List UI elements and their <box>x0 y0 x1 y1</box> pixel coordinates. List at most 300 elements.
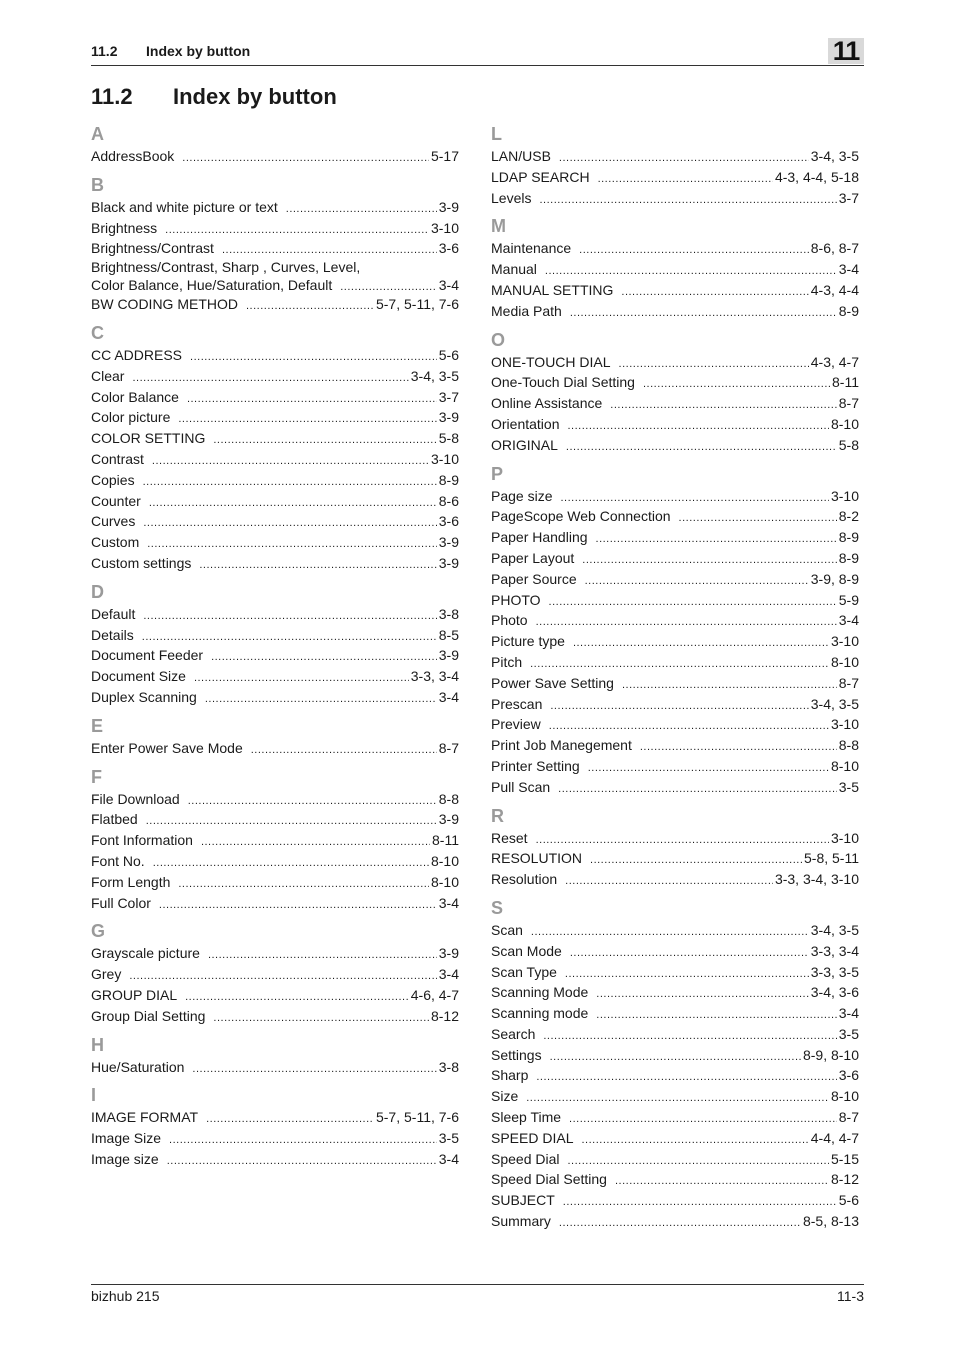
index-entry-pages: 3-10 <box>830 829 859 846</box>
index-entry-term: Form Length <box>91 873 171 890</box>
index-entry <box>491 1149 859 1170</box>
index-entry-pages: 8-6, 8-7 <box>810 240 859 257</box>
index-entry-term: SPEED DIAL <box>491 1129 574 1146</box>
index-entry-term: Duplex Scanning <box>91 688 197 705</box>
dot-leader <box>590 850 802 871</box>
index-letter-heading: G <box>91 921 106 942</box>
index-entry <box>491 527 859 548</box>
index-entry-term: Picture type <box>491 633 565 650</box>
index-entry-pages: 3-10 <box>830 487 859 504</box>
dot-leader <box>147 534 437 555</box>
index-entry-pages: 3-9 <box>438 811 459 828</box>
index-entry <box>491 1086 859 1107</box>
index-entry <box>91 449 459 470</box>
index-entry-term: Color picture <box>91 409 171 426</box>
index-entry-term: Pull Scan <box>491 778 551 795</box>
dot-leader <box>208 945 437 966</box>
index-entry <box>91 851 459 872</box>
index-entry-pages: 5-6 <box>438 346 459 363</box>
index-entry-term: Settings <box>491 1046 542 1063</box>
index-entry-term: Reset <box>491 829 528 846</box>
index-entry-term: Scan Type <box>491 963 557 980</box>
index-entry <box>491 590 859 611</box>
index-letter-heading: H <box>91 1034 104 1055</box>
dot-leader <box>152 451 429 472</box>
dot-leader <box>182 148 429 169</box>
index-entry-term: Scan <box>491 921 523 938</box>
dot-leader <box>596 529 837 550</box>
index-entry <box>491 1169 859 1190</box>
dot-leader <box>531 922 809 943</box>
index-entry-pages: 8-2 <box>838 508 859 525</box>
index-entry <box>491 393 859 414</box>
index-entry-pages: 8-9, 8-10 <box>802 1046 859 1063</box>
footer-model-name: bizhub 215 <box>91 1288 160 1304</box>
index-entry-pages: 4-6, 4-7 <box>410 986 459 1003</box>
index-entry <box>491 167 859 188</box>
index-entry-term: Preview <box>491 716 541 733</box>
index-entry-pages: 3-9 <box>438 409 459 426</box>
dot-leader <box>563 1192 837 1213</box>
dot-leader <box>246 296 374 317</box>
index-entry-pages: 8-10 <box>430 852 459 869</box>
index-entry-pages: 5-8, 5-11 <box>804 850 859 867</box>
index-entry <box>491 694 859 715</box>
dot-leader <box>640 737 837 758</box>
index-entry-pages: 8-9 <box>838 529 859 546</box>
index-entry-term: ORIGINAL <box>491 436 558 453</box>
index-entry <box>491 962 859 983</box>
index-entry-pages: 3-4 <box>438 894 459 911</box>
index-entry <box>491 982 859 1003</box>
index-entry-pages: 3-7 <box>438 388 459 405</box>
index-entry-term: PageScope Web Connection <box>491 508 671 525</box>
index-entry-term: Contrast <box>91 450 144 467</box>
index-entry-term: Photo <box>491 612 528 629</box>
index-entry <box>491 1045 859 1066</box>
index-entry-pages: 3-4 <box>438 277 459 294</box>
index-entry <box>91 532 459 553</box>
dot-leader <box>192 1059 436 1080</box>
dot-leader <box>596 1005 836 1026</box>
index-entry-pages: 5-6 <box>838 1192 859 1209</box>
index-entry <box>491 188 859 209</box>
index-entry-pages: 8-8 <box>838 737 859 754</box>
index-entry <box>91 366 459 387</box>
dot-leader <box>550 1047 801 1068</box>
dot-leader <box>536 830 829 851</box>
index-entry <box>91 511 459 532</box>
index-entry-pages: 3-4 <box>438 1150 459 1167</box>
index-entry-term: Default <box>91 605 136 622</box>
dot-leader <box>213 430 436 451</box>
dot-leader <box>559 148 809 169</box>
header-section-title: Index by button <box>146 43 251 59</box>
running-header <box>91 36 864 66</box>
index-entry-term-line: Brightness/Contrast, Sharp , Curves, Level, <box>91 259 361 276</box>
index-entry <box>91 666 459 687</box>
index-entry <box>91 146 459 167</box>
dot-leader <box>559 1213 801 1234</box>
index-entry-pages: 8-10 <box>430 873 459 890</box>
index-entry-term: One-Touch Dial Setting <box>491 374 635 391</box>
index-entry-term: Size <box>491 1088 519 1105</box>
index-entry-term: MANUAL SETTING <box>491 281 614 298</box>
index-entry <box>91 964 459 985</box>
index-entry-pages: 8-11 <box>832 374 859 391</box>
index-entry <box>491 486 859 507</box>
index-entry <box>491 280 859 301</box>
dot-leader <box>205 689 437 710</box>
index-entry <box>91 387 459 408</box>
dot-leader <box>570 303 837 324</box>
dot-leader <box>543 1026 836 1047</box>
page-title-number: 11.2 <box>91 84 133 109</box>
index-entry-term: Orientation <box>491 415 560 432</box>
index-entry <box>491 1211 859 1232</box>
index-entry-term: Hue/Saturation <box>91 1058 185 1075</box>
index-entry <box>91 943 459 964</box>
index-entry-pages: 8-12 <box>830 1171 859 1188</box>
index-entry-pages: 3-9 <box>438 534 459 551</box>
index-entry-term: Printer Setting <box>491 757 580 774</box>
index-entry-term: Resolution <box>491 871 558 888</box>
index-entry <box>91 470 459 491</box>
index-entry-term: Scan Mode <box>491 942 562 959</box>
index-entry <box>91 809 459 830</box>
index-entry <box>491 301 859 322</box>
page-footer <box>91 1284 864 1304</box>
dot-leader <box>530 654 829 675</box>
index-entry-term: CC ADDRESS <box>91 346 183 363</box>
dot-leader <box>146 811 437 832</box>
index-entry <box>91 407 459 428</box>
index-entry-term: Details <box>91 626 134 643</box>
index-entry-pages: 3-4, 3-5 <box>810 695 859 712</box>
index-entry-term: Image Size <box>91 1130 162 1147</box>
index-entry-pages: 4-3, 4-4 <box>810 281 859 298</box>
index-entry-term: Custom settings <box>91 554 192 571</box>
index-entry-pages: 3-4 <box>438 966 459 983</box>
index-entry <box>491 1128 859 1149</box>
index-entry <box>491 352 859 373</box>
index-entry <box>91 553 459 574</box>
dot-leader <box>567 416 828 437</box>
index-entry-pages: 5-8 <box>838 436 859 453</box>
index-entry-pages: 3-3, 3-5 <box>810 963 859 980</box>
index-letter-heading: R <box>491 805 504 826</box>
dot-leader <box>286 199 437 220</box>
index-entry-pages: 8-11 <box>432 832 459 849</box>
index-entry-pages: 3-10 <box>830 716 859 733</box>
index-entry-term: Brightness <box>91 219 158 236</box>
dot-leader <box>621 282 808 303</box>
index-entry <box>491 652 859 673</box>
index-entry-pages: 3-9 <box>438 554 459 571</box>
footer-page-number: 11-3 <box>837 1288 864 1304</box>
index-entry-pages: 3-8 <box>438 1058 459 1075</box>
index-letter-heading: E <box>91 715 104 736</box>
dot-leader <box>581 1130 808 1151</box>
dot-leader <box>566 437 837 458</box>
index-entry-term: ONE-TOUCH DIAL <box>491 353 611 370</box>
index-entry-pages: 8-7 <box>838 674 859 691</box>
dot-leader <box>560 488 828 509</box>
index-entry-pages: 8-9 <box>838 302 859 319</box>
dot-leader <box>545 261 837 282</box>
index-entry-pages: 8-12 <box>430 1007 459 1024</box>
dot-leader <box>579 240 809 261</box>
dot-leader <box>619 354 809 375</box>
index-entry-term: BW CODING METHOD <box>91 296 238 313</box>
index-entry <box>91 238 459 259</box>
dot-leader <box>569 1109 837 1130</box>
index-entry-term: Sharp <box>491 1067 529 1084</box>
dot-leader <box>143 472 437 493</box>
index-entry-term: LAN/USB <box>491 148 551 164</box>
dot-leader <box>539 190 836 211</box>
index-entry <box>91 1149 459 1170</box>
index-entry <box>91 276 459 294</box>
index-entry-term: Page size <box>491 487 553 504</box>
index-letter-heading: S <box>491 897 504 918</box>
index-entry-pages: 3-8 <box>438 605 459 622</box>
index-entry <box>491 828 859 849</box>
index-entry-pages: 3-9 <box>438 945 459 962</box>
index-entry-pages: 3-4 <box>838 261 859 278</box>
index-entry-pages: 8-9 <box>838 549 859 566</box>
index-entry <box>91 1057 459 1078</box>
index-entry-pages: 4-4, 4-7 <box>810 1129 859 1146</box>
index-entry-pages: 3-7 <box>838 189 859 206</box>
index-entry-pages: 8-7 <box>838 395 859 412</box>
index-entry-term: Prescan <box>491 695 543 712</box>
index-entry-term: AddressBook <box>91 148 175 164</box>
index-entry <box>91 872 459 893</box>
dot-leader <box>615 1171 829 1192</box>
index-entry-pages: 3-10 <box>830 633 859 650</box>
index-entry <box>91 197 459 218</box>
index-entry-term: Speed Dial <box>491 1150 560 1167</box>
index-entry <box>491 735 859 756</box>
dot-leader <box>549 716 829 737</box>
index-entry-term: Copies <box>91 471 135 488</box>
dot-leader <box>143 513 436 534</box>
index-entry-term: Media Path <box>491 302 562 319</box>
index-entry-term: Print Job Manegement <box>491 737 632 754</box>
index-entry-term: LDAP SEARCH <box>491 168 590 185</box>
index-entry-pages: 8-10 <box>830 653 859 670</box>
index-entry <box>491 435 859 456</box>
dot-leader <box>165 220 429 241</box>
dot-leader <box>185 987 409 1008</box>
index-entry-term: Document Feeder <box>91 647 204 664</box>
header-section-number: 11.2 <box>91 43 118 59</box>
index-entry-term: Paper Layout <box>491 549 575 566</box>
index-entry-pages: 3-4 <box>838 612 859 629</box>
index-entry-pages: 4-3, 4-4, 5-18 <box>774 168 859 185</box>
index-entry <box>91 645 459 666</box>
index-entry-term: Image size <box>91 1150 159 1167</box>
index-entry <box>491 920 859 941</box>
index-entry-term: Color Balance, Hue/Saturation, Default <box>91 277 333 294</box>
index-entry-pages: 8-8 <box>438 790 459 807</box>
index-entry-term: GROUP DIAL <box>91 986 178 1003</box>
dot-leader <box>565 964 809 985</box>
dot-leader <box>199 555 436 576</box>
index-entry-pages: 3-6 <box>838 1067 859 1084</box>
index-entry-term: File Download <box>91 790 180 807</box>
index-entry-term: Font Information <box>91 832 193 849</box>
index-entry-term: RESOLUTION <box>491 850 583 867</box>
dot-leader <box>251 740 437 761</box>
index-entry-term: Curves <box>91 513 136 530</box>
index-entry-term: Enter Power Save Mode <box>91 739 243 756</box>
index-entry-term: Custom <box>91 534 140 551</box>
index-entry <box>491 1065 859 1086</box>
index-entry-pages: 3-4 <box>838 1005 859 1022</box>
dot-leader <box>187 389 437 410</box>
index-entry <box>491 414 859 435</box>
index-entry <box>91 218 459 239</box>
index-column-right <box>491 122 859 1232</box>
index-entry <box>91 830 459 851</box>
dot-leader <box>573 633 829 654</box>
dot-leader <box>143 606 436 627</box>
index-entry-term: SUBJECT <box>491 1192 555 1209</box>
index-entry <box>91 625 459 646</box>
index-entry-term: Clear <box>91 367 125 384</box>
index-entry-pages: 3-4, 3-6 <box>810 984 859 1001</box>
index-entry <box>91 687 459 708</box>
dot-leader <box>643 374 830 395</box>
page-title <box>91 84 337 110</box>
index-entry-term: Manual <box>491 261 537 278</box>
dot-leader <box>167 1151 437 1172</box>
index-entry <box>491 714 859 735</box>
dot-leader <box>536 1067 836 1088</box>
dot-leader <box>169 1130 437 1151</box>
index-entry-pages: 5-7, 5-11, 7-6 <box>375 1109 459 1126</box>
dot-leader <box>188 791 437 812</box>
index-entry <box>491 631 859 652</box>
index-entry-pages: 5-9 <box>838 591 859 608</box>
index-entry-pages: 3-3, 3-4 <box>810 942 859 959</box>
index-letter-heading: F <box>91 766 102 787</box>
index-entry-pages: 8-5 <box>438 626 459 643</box>
index-entry-pages: 3-4 <box>438 688 459 705</box>
index-entry <box>491 869 859 890</box>
dot-leader <box>222 240 437 261</box>
dot-leader <box>585 571 809 592</box>
index-letter-heading: M <box>491 216 506 237</box>
index-entry <box>91 428 459 449</box>
dot-leader <box>596 984 808 1005</box>
index-entry-term: Scanning mode <box>491 1005 589 1022</box>
index-entry <box>91 294 459 315</box>
index-entry <box>491 569 859 590</box>
dot-leader <box>132 368 408 389</box>
index-entry-term: Group Dial Setting <box>91 1007 206 1024</box>
chapter-number-tab: 11 <box>828 38 864 64</box>
index-entry-pages: 8-10 <box>830 757 859 774</box>
index-entry-pages: 3-10 <box>430 219 459 236</box>
index-entry-term: Font No. <box>91 852 145 869</box>
index-entry <box>491 372 859 393</box>
dot-leader <box>194 668 409 689</box>
index-entry <box>491 1003 859 1024</box>
index-entry-term: Paper Source <box>491 570 577 587</box>
index-entry <box>491 941 859 962</box>
index-entry-term: Levels <box>491 189 532 206</box>
index-entry-pages: 8-10 <box>830 415 859 432</box>
index-entry-pages: 3-10 <box>430 450 459 467</box>
index-letter-heading: A <box>91 124 104 144</box>
index-entry <box>91 491 459 512</box>
index-entry <box>91 604 459 625</box>
index-entry-term: Color Balance <box>91 388 179 405</box>
index-letter-heading: L <box>491 124 502 144</box>
dot-leader <box>610 395 836 416</box>
index-letter-heading: O <box>491 329 506 350</box>
index-entry-pages: 5-7, 5-11, 7-6 <box>375 296 459 313</box>
index-entry <box>91 345 459 366</box>
index-entry <box>491 1107 859 1128</box>
dot-leader <box>582 550 836 571</box>
index-entry-pages: 8-7 <box>438 739 459 756</box>
index-letter-heading: P <box>491 463 504 484</box>
index-entry <box>91 1107 459 1128</box>
index-entry-pages: 3-5 <box>838 778 859 795</box>
index-entry-pages: 3-6 <box>438 513 459 530</box>
index-entry-pages: 3-6 <box>438 240 459 257</box>
dot-leader <box>679 508 837 529</box>
index-entry <box>91 1128 459 1149</box>
index-entry-term: PHOTO <box>491 591 541 608</box>
index-entry <box>91 1006 459 1027</box>
index-entry-term: Grayscale picture <box>91 945 200 962</box>
index-entry <box>491 238 859 259</box>
index-entry-term: Full Color <box>91 894 151 911</box>
dot-leader <box>213 1008 429 1029</box>
index-entry-pages: 8-6 <box>438 492 459 509</box>
index-entry <box>491 848 859 869</box>
index-entry <box>491 673 859 694</box>
index-entry-term: Pitch <box>491 653 523 670</box>
dot-leader <box>526 1088 829 1109</box>
dot-leader <box>206 1109 374 1130</box>
dot-leader <box>568 1151 829 1172</box>
dot-leader <box>588 758 829 779</box>
dot-leader <box>622 675 837 696</box>
index-entry-pages: 8-7 <box>838 1109 859 1126</box>
index-entry-term: COLOR SETTING <box>91 430 206 447</box>
index-entry-term: Flatbed <box>91 811 138 828</box>
index-entry-term: Document Size <box>91 668 186 685</box>
index-letter-heading: B <box>91 174 104 195</box>
index-entry-pages: 3-9 <box>438 647 459 664</box>
index-entry <box>491 777 859 798</box>
index-entry-term: Maintenance <box>491 240 572 257</box>
index-entry-pages: 3-9 <box>438 198 459 215</box>
index-letter-heading: C <box>91 322 104 343</box>
dot-leader <box>558 779 837 800</box>
index-entry-term: Power Save Setting <box>491 674 614 691</box>
dot-leader <box>549 592 837 613</box>
dot-leader <box>565 871 773 892</box>
index-entry <box>91 985 459 1006</box>
dot-leader <box>201 832 430 853</box>
